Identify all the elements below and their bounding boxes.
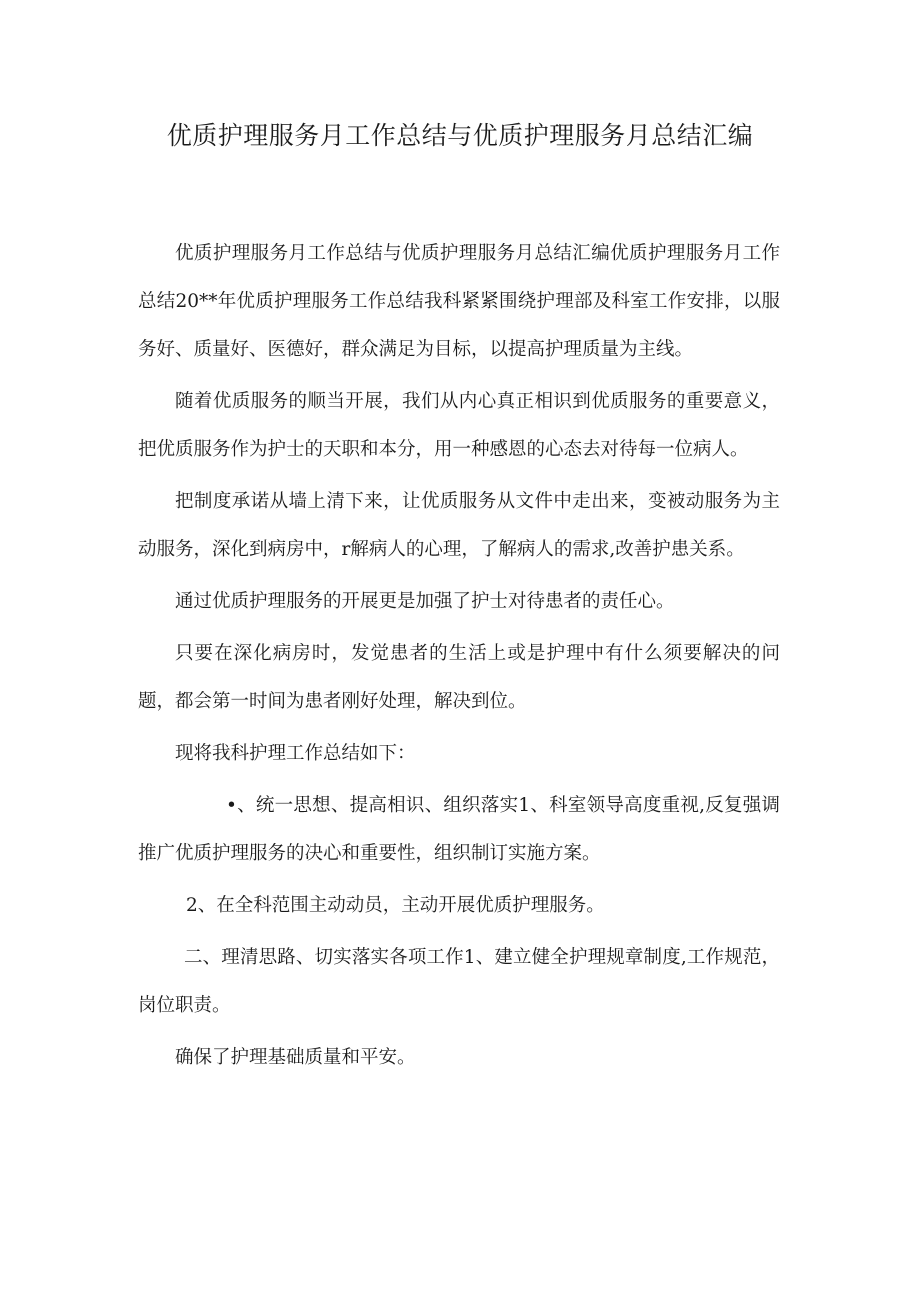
paragraph: 通过优质护理服务的开展更是加强了护士对待患者的责任心。	[175, 591, 675, 612]
paragraph: •、统一思想、提高相识、组织落实1、科室领导高度重视,反复强调推广优质护理服务的决心和重要性，组织制订实施方案。	[138, 795, 780, 864]
paragraph: 现将我科护理工作总结如下：	[175, 743, 416, 764]
document-title: 优质护理服务月工作总结与优质护理服务月总结汇编	[166, 121, 754, 150]
paragraph: 随着优质服务的顺当开展，我们从内心真正相识到优质服务的重要意义，把优质服务作为护士的天职和本分，用一种感恩的心态去对待每一位病人。	[138, 391, 780, 460]
paragraph: 只要在深化病房时，发觉患者的生活上或是护理中有什么须要解决的问题，都会第一时间为患者刚好处理，解决到位。	[138, 643, 780, 712]
paragraph: 确保了护理基础质量和平安。	[175, 1047, 416, 1068]
paragraph: 二、理清思路、切实落实各项工作1、建立健全护理规章制度,工作规范，岗位职责。	[138, 947, 780, 1016]
paragraph: 2、在全科范围主动动员，主动开展优质护理服务。	[186, 895, 605, 916]
document-body	[138, 230, 780, 1082]
paragraph: 优质护理服务月工作总结与优质护理服务月总结汇编优质护理服务月工作总结20**年优质护理服务工作总结我科紧紧围绕护理部及科室工作安排，以服务好、质量好、医德好，群众满足为目标，以提高护理质量为主线。	[138, 243, 780, 360]
paragraph: 把制度承诺从墙上清下来，让优质服务从文件中走出来，变被动服务为主动服务，深化到病房中，r解病人的心理，了解病人的需求,改善护患关系。	[138, 491, 780, 560]
